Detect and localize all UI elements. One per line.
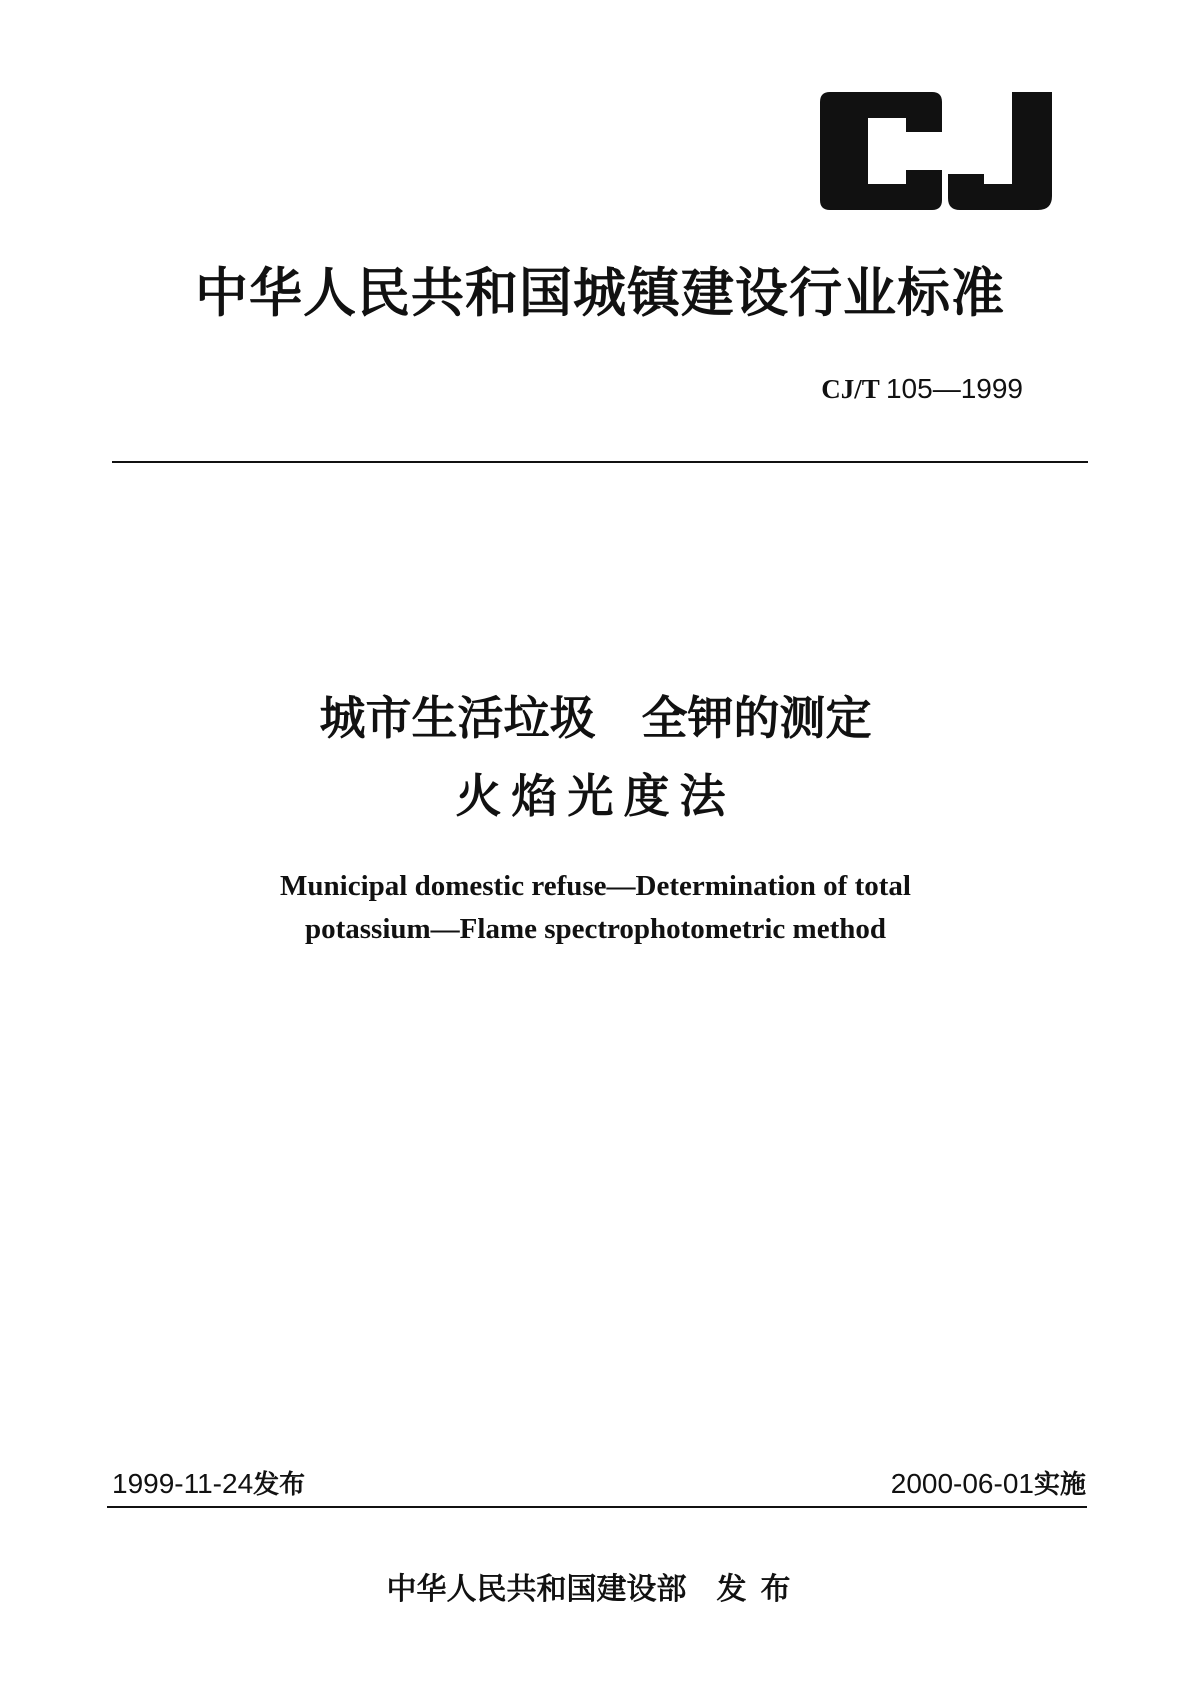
issued-date-value: 1999-11-24 (112, 1468, 254, 1499)
bottom-divider (107, 1506, 1087, 1508)
effective-date-value: 2000-06-01 (890, 1468, 1034, 1499)
publisher-action: 发布 (716, 1572, 805, 1607)
english-title-line2: potassium—Flame spectrophotometric method (304, 913, 886, 945)
cj-logo-icon (820, 92, 1052, 210)
standard-number (821, 372, 1023, 406)
effective-date (891, 1466, 1086, 1503)
standard-prefix: CJ/T (821, 374, 880, 404)
english-title-line1: Municipal domestic refuse—Determination of total (280, 870, 911, 902)
publisher-name: 中华人民共和国建设部 (386, 1572, 687, 1607)
effective-label: 实施 (1033, 1470, 1086, 1500)
issued-label: 发布 (253, 1470, 306, 1500)
issued-date (112, 1466, 305, 1503)
chinese-title-line2: 火焰光度法 (455, 769, 736, 823)
standard-code: 105—1999 (885, 373, 1023, 404)
org-title: 中华人民共和国城镇建设行业标准 (195, 263, 1005, 324)
chinese-title-line1: 城市生活垃圾 全钾的测定 (319, 691, 872, 745)
top-divider (112, 461, 1088, 463)
publisher-line (100, 1570, 1091, 1610)
